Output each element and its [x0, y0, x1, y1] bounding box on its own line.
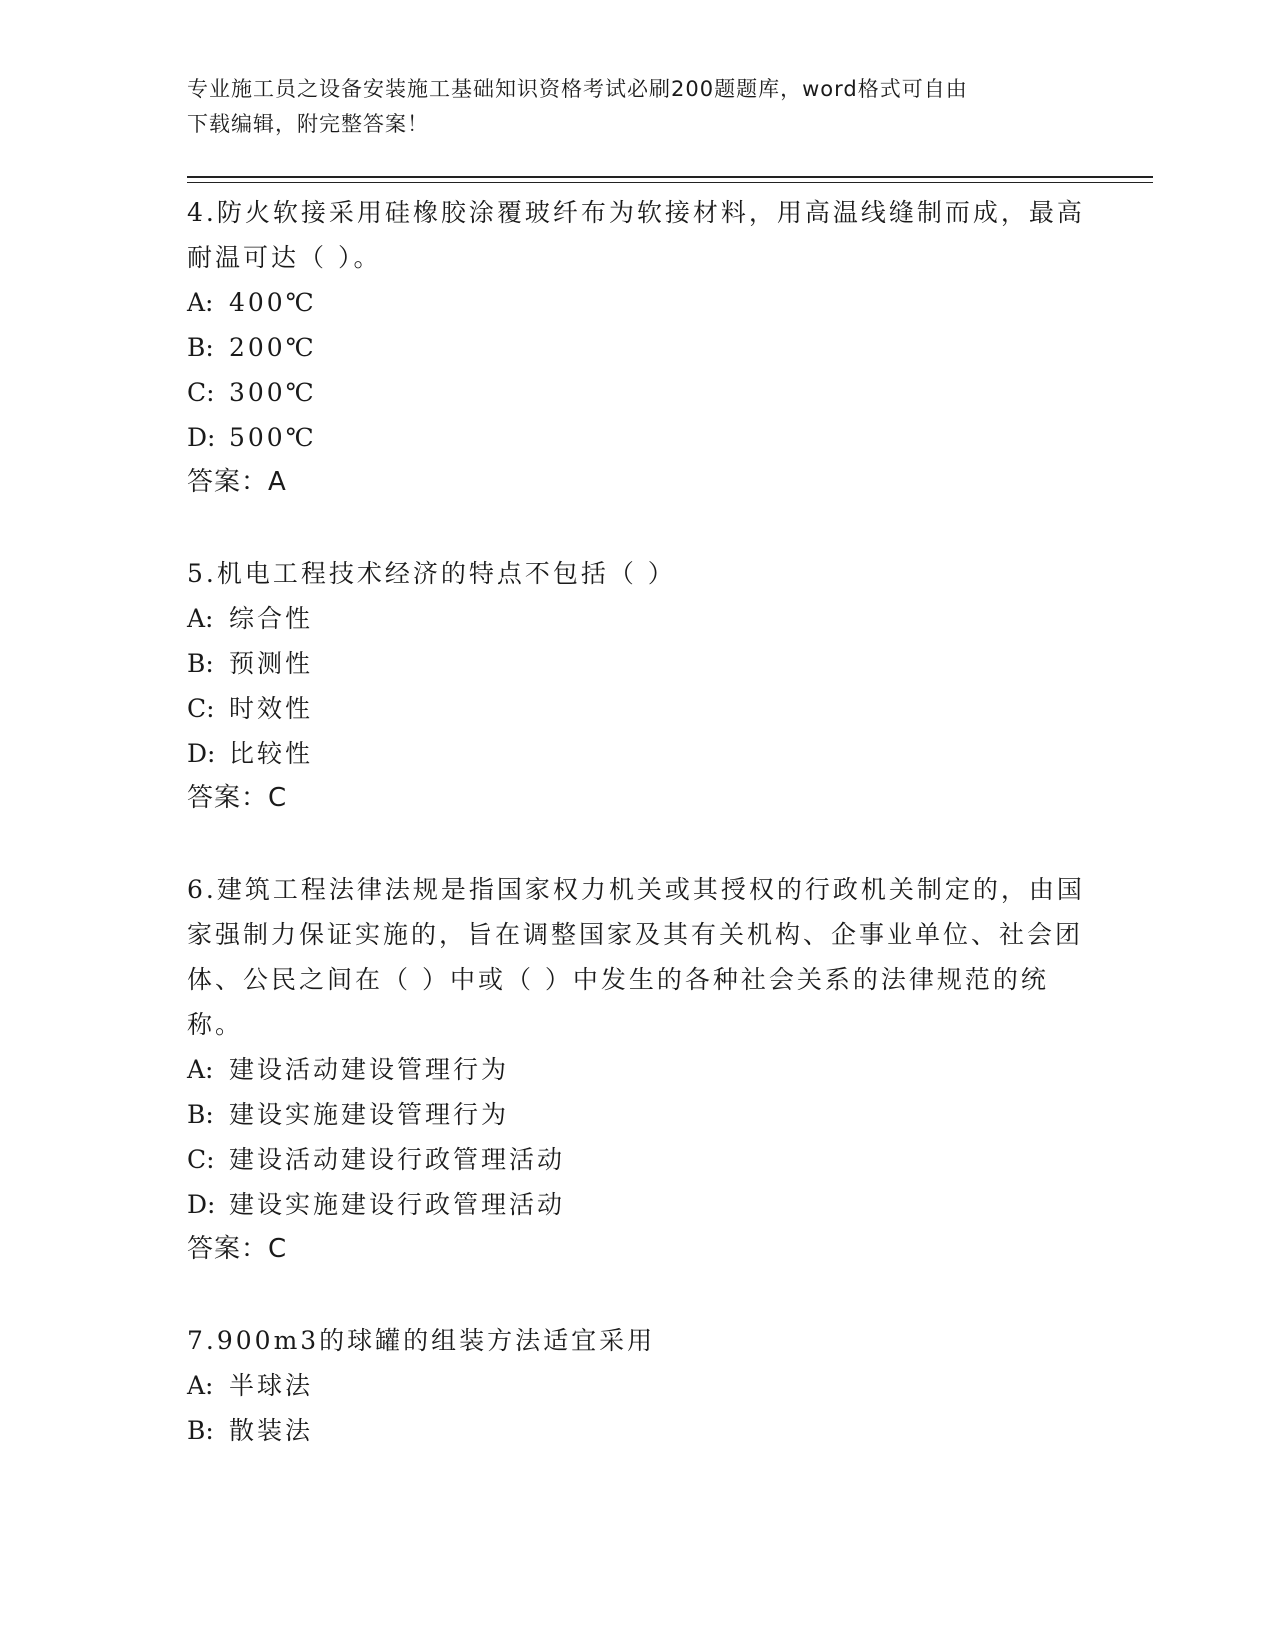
option-value: 建设实施建设管理行为 — [229, 1100, 510, 1129]
option-key: C: — [187, 1145, 215, 1174]
question-item — [187, 551, 1087, 821]
option-a — [187, 1363, 1087, 1408]
option-key: B: — [187, 649, 214, 678]
option-value: 400℃ — [229, 288, 317, 317]
option-key: B: — [187, 333, 214, 362]
option-d — [187, 415, 1087, 460]
option-key: A: — [187, 288, 214, 317]
option-value: 时效性 — [229, 694, 314, 723]
option-a — [187, 280, 1087, 325]
answer-line: 答案：C — [187, 1234, 288, 1264]
option-key: C: — [187, 378, 215, 407]
option-key: A: — [187, 1371, 214, 1400]
option-b — [187, 325, 1087, 370]
option-key: D: — [187, 1190, 216, 1219]
option-value: 比较性 — [229, 739, 314, 768]
option-d — [187, 1182, 1087, 1227]
question-text: 7.900m3的球罐的组装方法适宜采用 — [187, 1326, 656, 1355]
option-key: C: — [187, 694, 215, 723]
question-text: 4.防火软接采用硅橡胶涂覆玻纤布为软接材料，用高温线缝制而成，最高耐温可达（ ）。 — [187, 198, 1085, 272]
option-value: 综合性 — [229, 604, 314, 633]
option-value: 500℃ — [229, 423, 317, 452]
option-c — [187, 1137, 1087, 1182]
option-d — [187, 731, 1087, 776]
option-c — [187, 370, 1087, 415]
option-key: D: — [187, 423, 216, 452]
option-b — [187, 1408, 1087, 1453]
document-header — [187, 72, 1087, 142]
answer-line: 答案：C — [187, 783, 288, 813]
question-item — [187, 867, 1087, 1272]
header-line-1: 专业施工员之设备安装施工基础知识资格考试必刷200题题库，word格式可自由 — [187, 77, 968, 101]
answer-line: 答案：A — [187, 467, 287, 497]
question-item — [187, 190, 1087, 505]
option-a — [187, 596, 1087, 641]
option-value: 建设实施建设行政管理活动 — [229, 1190, 566, 1219]
header-rule-thick — [187, 176, 1153, 178]
option-value: 建设活动建设行政管理活动 — [229, 1145, 566, 1174]
option-key: B: — [187, 1416, 214, 1445]
question-text: 5.机电工程技术经济的特点不包括（ ） — [187, 559, 676, 588]
header-line-2: 下载编辑，附完整答案！ — [187, 112, 429, 136]
option-a — [187, 1047, 1087, 1092]
question-text: 6.建筑工程法律法规是指国家权力机关或其授权的行政机关制定的，由国家强制力保证实施的，旨在调整国家及其有关机构、企事业单位、社会团体、公民之间在（ ）中或（ ）中发生的各种社会关系的法律规范的统称。 — [187, 875, 1085, 1039]
option-c — [187, 686, 1087, 731]
option-value: 预测性 — [229, 649, 314, 678]
option-key: B: — [187, 1100, 214, 1129]
option-b — [187, 1092, 1087, 1137]
option-value: 300℃ — [229, 378, 317, 407]
header-rule-thin — [187, 182, 1153, 183]
question-item — [187, 1318, 1087, 1453]
option-value: 半球法 — [229, 1371, 314, 1400]
option-key: A: — [187, 1055, 214, 1084]
option-value: 散装法 — [229, 1416, 314, 1445]
question-list — [187, 190, 1087, 1499]
option-value: 建设活动建设管理行为 — [229, 1055, 510, 1084]
option-key: A: — [187, 604, 214, 633]
option-value: 200℃ — [229, 333, 317, 362]
option-key: D: — [187, 739, 216, 768]
option-b — [187, 641, 1087, 686]
